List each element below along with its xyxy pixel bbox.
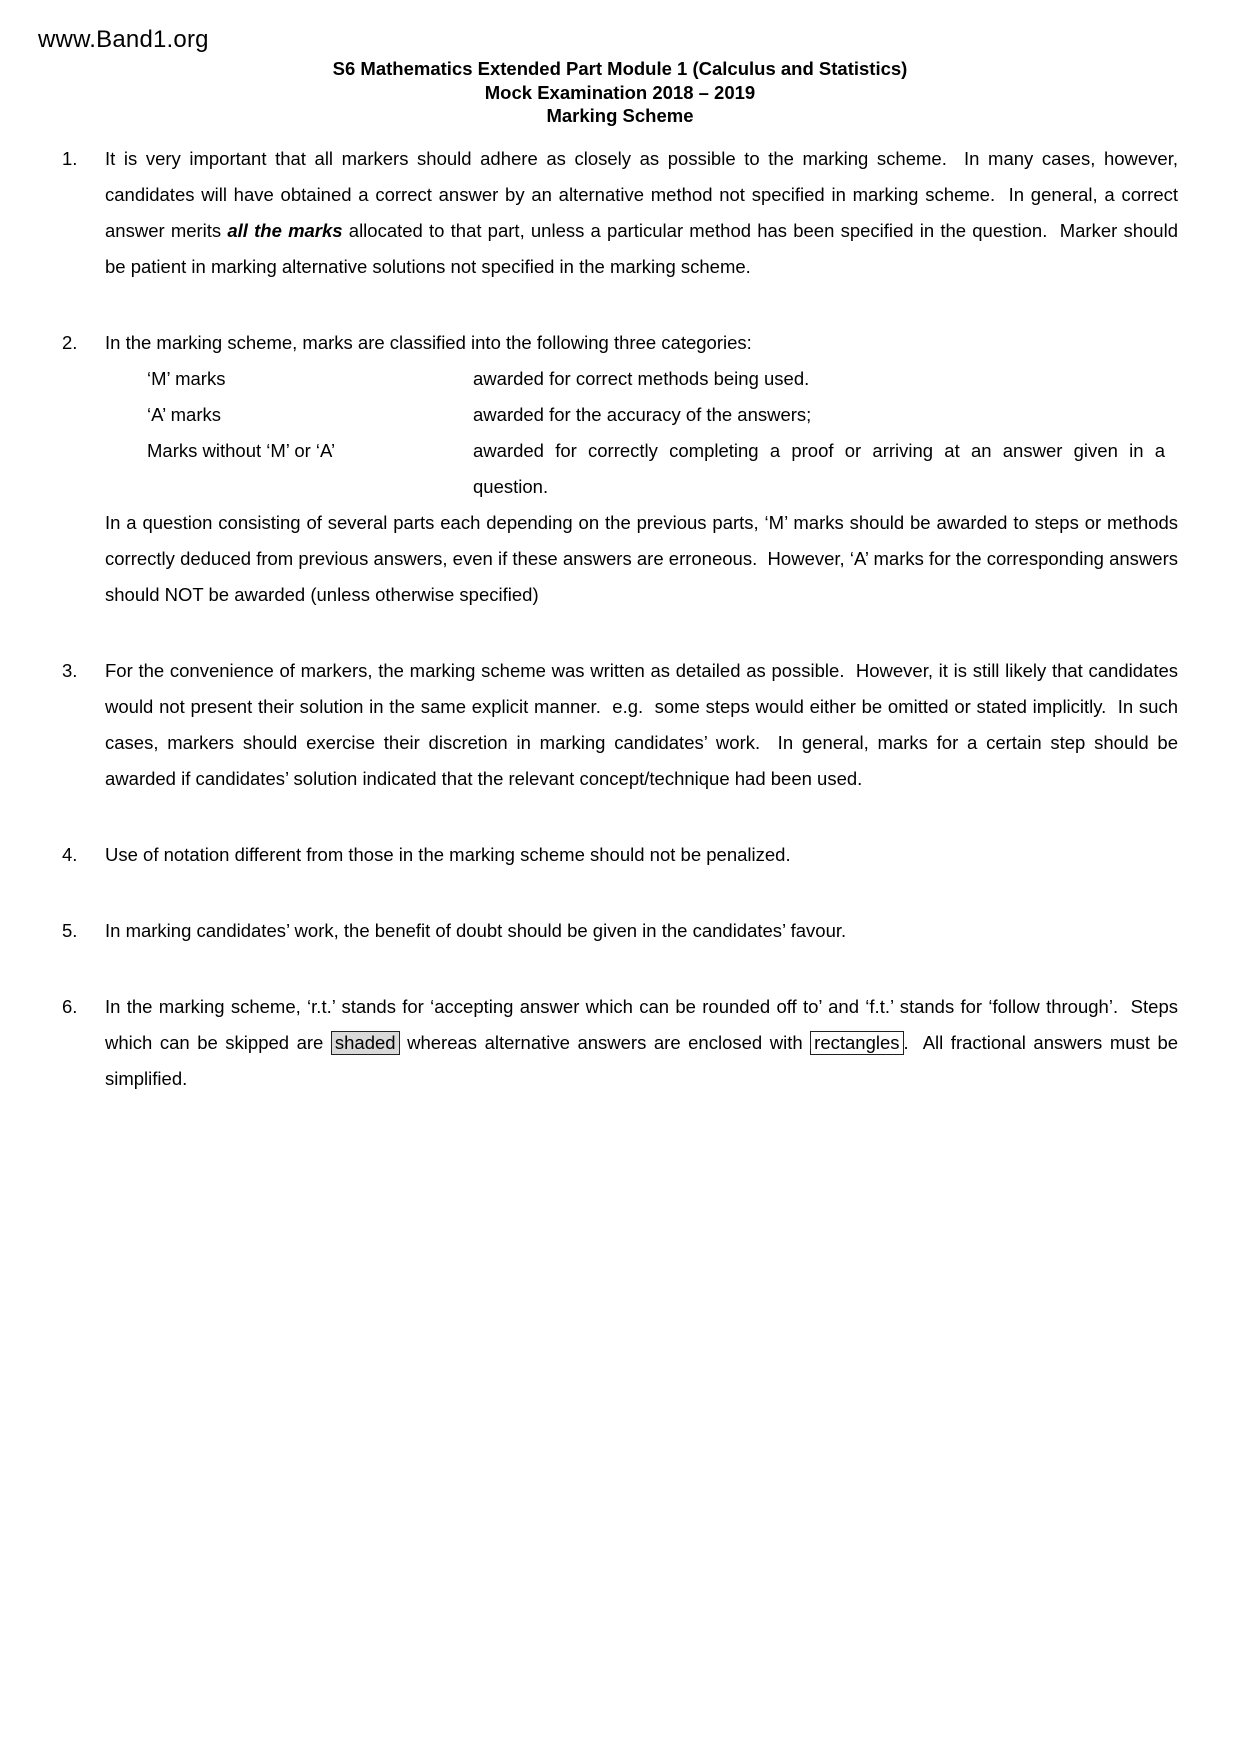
category-term: ‘M’ marks — [147, 367, 226, 389]
text-segment: It is very important that all markers should adhere as closely as possible to the marking scheme. In many cases, however, candidates will have obtained a correct answer by an alternative method not specified in marking scheme. In general, a correct answer merits — [105, 147, 1184, 241]
list-item-2 — [62, 325, 1184, 613]
item-number: 2. — [62, 331, 78, 353]
category-definition: awarded for correct methods being used. — [473, 367, 810, 389]
document-header — [0, 57, 1240, 128]
category-term: ‘A’ marks — [147, 403, 221, 425]
table-row — [147, 361, 1178, 397]
table-row — [147, 433, 1178, 505]
item-number: 4. — [62, 843, 78, 865]
list-item-3 — [62, 653, 1184, 797]
list-item-4 — [62, 837, 1178, 873]
item-body — [105, 325, 1184, 613]
category-definition: awarded for correctly completing a proof or arriving at an answer given in a question. — [473, 439, 1171, 497]
item-number: 3. — [62, 659, 78, 681]
item-body — [105, 837, 1178, 873]
category-term: Marks without ‘M’ or ‘A’ — [147, 439, 336, 461]
list-item-1 — [62, 141, 1184, 285]
text-segment: In the marking scheme, ‘r.t.’ stands for ‘accepting answer which can be rounded off to’ and ‘f.t.’ stands for ‘follow through’. Steps which can be skipped are — [105, 995, 1184, 1053]
list-item-6 — [62, 989, 1184, 1097]
text-segment: whereas alternative answers are enclosed with — [399, 1031, 811, 1053]
item-body — [105, 913, 1178, 949]
title-line-scheme: Marking Scheme — [546, 105, 694, 126]
title-line-exam: S6 Mathematics Extended Part Module 1 (Calculus and Statistics) — [332, 58, 908, 79]
categories-note: In a question consisting of several parts each depending on the previous parts, ‘M’ marks should be awarded to steps or methods correctly deduced from previous answers, even if these answers are erroneous. However, ‘A’ marks for the corresponding answers should NOT be awarded (unless otherwise specified) — [105, 511, 1184, 605]
item-body — [105, 989, 1184, 1097]
item-number: 1. — [62, 147, 78, 169]
rectangle-word-box: rectangles — [810, 1031, 903, 1055]
item-number: 6. — [62, 995, 78, 1017]
category-definition: awarded for the accuracy of the answers; — [473, 403, 812, 425]
instruction-list — [62, 141, 1184, 1097]
table-row — [147, 397, 1178, 433]
text-segment: allocated to that part, unless a particular method has been specified in the question. Marker should be patient in marking alternative solutions not specified in the marking scheme. — [105, 219, 1184, 277]
paragraph — [105, 989, 1184, 1097]
marks-categories-table — [105, 361, 1178, 505]
emphasis-text: all the marks — [227, 219, 343, 241]
title-line-session: Mock Examination 2018 – 2019 — [484, 81, 756, 103]
list-item-5 — [62, 913, 1178, 949]
item-body — [105, 653, 1184, 797]
paragraph — [105, 141, 1184, 285]
site-watermark: www.Band1.org — [38, 26, 209, 53]
categories-intro: In the marking scheme, marks are classified into the following three categories: — [105, 331, 752, 353]
paragraph: Use of notation different from those in the marking scheme should not be penalized. — [105, 843, 791, 865]
item-number: 5. — [62, 919, 78, 941]
paragraph: For the convenience of markers, the marking scheme was written as detailed as possible. However, it is still likely that candidates would not present their solution in the same explicit manner. e.g. some steps would either be omitted or stated implicitly. In such cases, markers should exercise their discretion in marking candidates’ work. In general, marks for a certain step should be awarded if candidates’ solution indicated that the relevant concept/technique had been used. — [105, 659, 1184, 789]
paragraph: In marking candidates’ work, the benefit of doubt should be given in the candidates’ favour. — [105, 919, 847, 941]
item-body — [105, 141, 1184, 285]
text-segment: . All fractional answers must be simplified. — [105, 1031, 1184, 1089]
shaded-word-box: shaded — [331, 1031, 400, 1055]
